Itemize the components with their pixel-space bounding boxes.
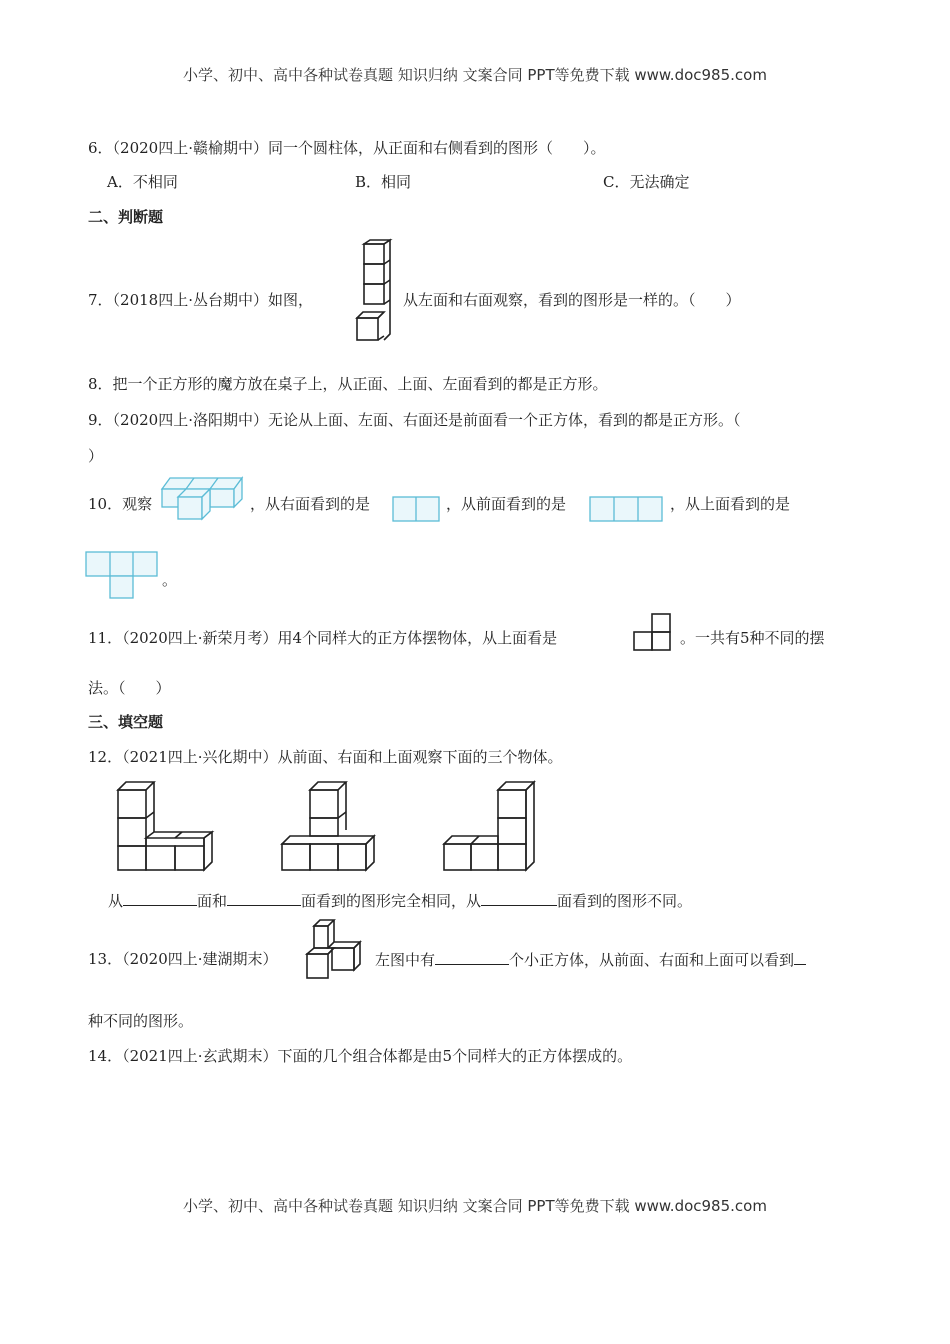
question-10-right: ，从右面看到的是 — [250, 495, 371, 513]
cube-group-figure — [160, 475, 246, 521]
right-view-figure — [392, 496, 440, 522]
question-9-paren: ） — [88, 447, 104, 465]
option-a: A．不相同 — [107, 173, 178, 191]
front-view-figure — [589, 496, 665, 522]
question-10-front: ，从前面看到的是 — [446, 495, 567, 513]
section-heading-fill: 三、填空题 — [88, 713, 164, 731]
question-14: 14．（2021四上·玄武期末）下面的几个组合体都是由5个同样大的正方体摆成的。 — [88, 1047, 633, 1065]
question-12-answer — [108, 890, 692, 911]
question-7-text: 7．（2018四上·丛台期中）如图， — [88, 291, 313, 309]
question-12: 12．（2021四上·兴化期中）从前面、右面和上面观察下面的三个物体。 — [88, 748, 563, 766]
question-13-text — [375, 949, 806, 970]
answer-text-2: 面和 — [197, 892, 228, 910]
top-view-figure — [85, 551, 159, 599]
question-11: 11．（2020四上·新荣月考）用4个同样大的正方体摆物体，从上面看是 — [88, 629, 558, 647]
answer-blank-kinds[interactable] — [794, 949, 806, 965]
page-footer: 小学、初中、高中各种试卷真题 知识归纳 文案合同 PPT等免费下载 www.doc985.com — [183, 1197, 767, 1215]
question-13-part1: 左图中有 — [375, 951, 436, 969]
object-2-figure — [280, 776, 380, 872]
question-11-cont: 。一共有5种不同的摆 — [680, 629, 825, 647]
answer-prefix: 从 — [108, 892, 124, 910]
question-13-part2: 个小正方体，从前面、右面和上面可以看到 — [509, 951, 795, 969]
answer-blank-1[interactable] — [123, 890, 197, 906]
answer-blank-count[interactable] — [435, 949, 509, 965]
question-8: 8．把一个正方形的魔方放在桌子上，从正面、上面、左面看到的都是正方形。 — [88, 375, 608, 393]
question-10-label: 10．观察 — [88, 495, 153, 513]
top-view-l-figure — [632, 612, 674, 652]
page-header: 小学、初中、高中各种试卷真题 知识归纳 文案合同 PPT等免费下载 www.doc985.com — [183, 66, 767, 84]
object-1-figure — [112, 776, 218, 872]
answer-text-4: 面看到的图形不同。 — [557, 892, 693, 910]
answer-blank-3[interactable] — [481, 890, 557, 906]
object-3-figure — [440, 776, 544, 872]
small-cubes-figure — [304, 918, 366, 982]
option-b: B．相同 — [355, 173, 412, 191]
question-10-top: ，从上面看到的是 — [670, 495, 791, 513]
question-10-end: 。 — [162, 571, 178, 589]
question-9: 9．（2020四上·洛阳期中）无论从上面、左面、右面还是前面看一个正方体，看到的都是正方形。（ — [88, 411, 741, 429]
answer-text-3: 面看到的图形完全相同，从 — [301, 892, 482, 910]
answer-blank-2[interactable] — [227, 890, 301, 906]
question-13: 13．（2020四上·建湖期末） — [88, 950, 278, 968]
question-13-line2: 种不同的图形。 — [88, 1012, 194, 1030]
question-6: 6．（2020四上·赣榆期中）同一个圆柱体，从正面和右侧看到的图形（ ）。 — [88, 139, 606, 157]
tower-cubes-figure — [354, 238, 398, 344]
section-heading-judgement: 二、判断题 — [88, 208, 164, 226]
question-7-statement: 从左面和右面观察，看到的图形是一样的。（ ） — [403, 291, 741, 309]
option-c: C．无法确定 — [603, 173, 690, 191]
question-11-line2: 法。（ ） — [88, 679, 171, 697]
